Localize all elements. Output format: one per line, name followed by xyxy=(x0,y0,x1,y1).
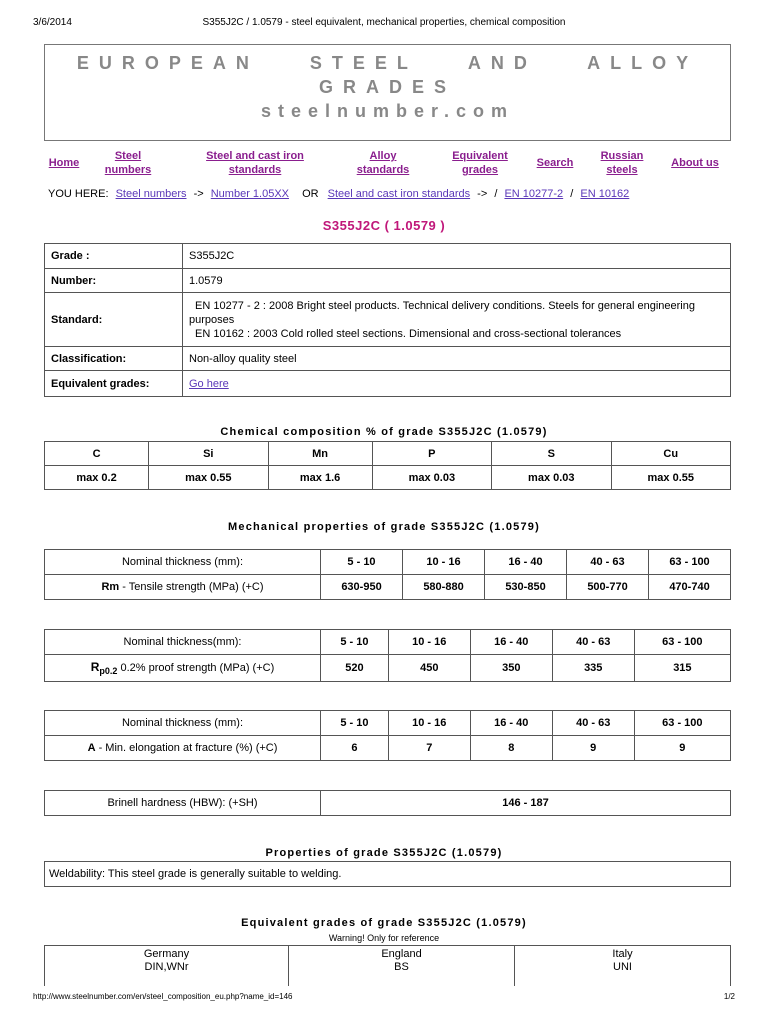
table-row xyxy=(45,655,731,682)
chem-element: S xyxy=(492,442,611,466)
equivalents-section-title: Equivalent grades of grade S355J2C (1.0579) xyxy=(241,917,527,929)
classification-value: Non-alloy quality steel xyxy=(183,347,731,371)
table-row xyxy=(45,711,731,736)
tensile-value: 470-740 xyxy=(649,575,731,600)
nav-search[interactable]: Search xyxy=(536,157,574,169)
brinell-value: 146 - 187 xyxy=(321,791,731,816)
banner-title-line1: EUROPEAN STEEL AND ALLOY xyxy=(76,53,699,73)
breadcrumb-prefix: YOU HERE: xyxy=(48,188,109,200)
print-title: S355J2C / 1.0579 - steel equivalent, mechanical properties, chemical composition xyxy=(202,17,566,28)
elongation-value: 7 xyxy=(388,736,470,761)
table-row xyxy=(45,736,731,761)
nav-steel-numbers[interactable]: Steel numbers xyxy=(104,150,152,176)
chem-element: C xyxy=(45,442,149,466)
page-title: S355J2C ( 1.0579 ) xyxy=(322,218,446,233)
chem-value: max 0.2 xyxy=(45,466,149,490)
elongation-value: 8 xyxy=(470,736,552,761)
chem-table xyxy=(44,441,731,490)
table-row xyxy=(45,791,731,816)
tensile-value: 530-850 xyxy=(485,575,567,600)
table-row xyxy=(45,630,731,655)
equiv-col-italy xyxy=(515,946,731,986)
print-date: 3/6/2014 xyxy=(33,17,72,28)
thickness-range: 10 - 16 xyxy=(388,630,470,655)
breadcrumb-arrow: -> xyxy=(477,188,488,200)
banner-title-line2: GRADES xyxy=(318,77,456,97)
nav-russian-steels[interactable]: Russian steels xyxy=(600,150,644,176)
equiv-col-germany xyxy=(45,946,289,986)
breadcrumb-steel-cast-iron[interactable]: Steel and cast iron standards xyxy=(327,188,471,200)
equiv-col-england xyxy=(289,946,515,986)
thickness-range: 63 - 100 xyxy=(634,630,730,655)
table-row xyxy=(45,269,731,293)
equiv-country: England xyxy=(381,948,422,960)
nav-home[interactable]: Home xyxy=(48,157,80,169)
thickness-header: Nominal thickness (mm): xyxy=(45,711,321,736)
table-row xyxy=(45,550,731,575)
chem-element: Si xyxy=(149,442,268,466)
equivalents-table xyxy=(44,945,731,986)
standard-en-10277-2: EN 10277 - 2 : 2008 Bright steel products. Technical delivery conditions. Steels for general engineering purposes xyxy=(189,299,695,326)
brinell-label: Brinell hardness (HBW): (+SH) xyxy=(45,791,321,816)
breadcrumb-or: OR xyxy=(302,188,319,200)
elongation-table xyxy=(44,710,731,761)
chem-value: max 0.03 xyxy=(372,466,491,490)
elongation-value: 6 xyxy=(321,736,389,761)
proof-value: 350 xyxy=(470,655,552,682)
thickness-header: Nominal thickness (mm): xyxy=(45,550,321,575)
chem-value: max 0.55 xyxy=(149,466,268,490)
thickness-range: 10 - 16 xyxy=(388,711,470,736)
thickness-range: 16 - 40 xyxy=(470,711,552,736)
nav-alloy-standards[interactable]: Alloy standards xyxy=(356,150,410,176)
grade-value: S355J2C xyxy=(183,244,731,269)
proof-description: 0.2% proof strength (MPa) (+C) xyxy=(117,661,275,674)
equivalent-grades-cell xyxy=(183,371,731,397)
equiv-standard: UNI xyxy=(613,961,632,973)
breadcrumb-slash: / xyxy=(494,188,498,200)
breadcrumb-en-10162[interactable]: EN 10162 xyxy=(580,188,630,200)
proof-strength-table xyxy=(44,629,731,682)
table-row xyxy=(45,946,731,986)
thickness-range: 16 - 40 xyxy=(470,630,552,655)
thickness-range: 63 - 100 xyxy=(634,711,730,736)
table-row xyxy=(45,442,731,466)
elongation-value: 9 xyxy=(634,736,730,761)
thickness-range: 5 - 10 xyxy=(321,550,403,575)
tensile-symbol: Rm xyxy=(101,581,120,593)
thickness-range: 40 - 63 xyxy=(552,630,634,655)
weldability-text: Weldability: This steel grade is generally suitable to welding. xyxy=(45,862,731,887)
thickness-range: 10 - 16 xyxy=(403,550,485,575)
tensile-value: 500-770 xyxy=(567,575,649,600)
equiv-country: Germany xyxy=(143,948,190,960)
nav-steel-cast-iron-standards[interactable]: Steel and cast iron standards xyxy=(206,150,304,176)
grade-info-table xyxy=(44,243,731,397)
table-row xyxy=(45,466,731,490)
standard-label: Standard: xyxy=(45,293,183,347)
equiv-standard: BS xyxy=(394,961,409,973)
table-row xyxy=(45,575,731,600)
number-label: Number: xyxy=(45,269,183,293)
elongation-label xyxy=(45,736,321,761)
chem-element: Cu xyxy=(611,442,730,466)
chem-section-title: Chemical composition % of grade S355J2C (1.0579) xyxy=(220,426,548,438)
print-url: http://www.steelnumber.com/en/steel_composition_eu.php?name_id=146 xyxy=(33,992,293,1001)
proof-value: 335 xyxy=(552,655,634,682)
thickness-range: 16 - 40 xyxy=(485,550,567,575)
equivalent-grades-label: Equivalent grades: xyxy=(45,371,183,397)
thickness-range: 63 - 100 xyxy=(649,550,731,575)
table-row xyxy=(45,347,731,371)
tensile-description: - Tensile strength (MPa) (+C) xyxy=(119,581,264,593)
thickness-range: 5 - 10 xyxy=(321,630,389,655)
equiv-country: Italy xyxy=(612,948,633,960)
tensile-value: 580-880 xyxy=(403,575,485,600)
breadcrumb-arrow: -> xyxy=(193,188,204,200)
proof-subscript: p0.2 xyxy=(99,666,118,677)
thickness-range: 40 - 63 xyxy=(552,711,634,736)
chem-element: P xyxy=(372,442,491,466)
proof-strength-label xyxy=(45,655,321,682)
tensile-strength-table xyxy=(44,549,731,600)
chem-value: max 0.55 xyxy=(611,466,730,490)
print-page-number: 1/2 xyxy=(723,992,735,1001)
elongation-description: - Min. elongation at fracture (%) (+C) xyxy=(95,742,278,754)
nav-equivalent-grades[interactable]: Equivalent grades xyxy=(452,150,508,176)
breadcrumb xyxy=(48,188,633,200)
proof-value: 315 xyxy=(634,655,730,682)
proof-value: 520 xyxy=(321,655,389,682)
equiv-standard: DIN,WNr xyxy=(144,961,189,973)
mech-section-title: Mechanical properties of grade S355J2C (1.0579) xyxy=(228,521,540,533)
thickness-range: 5 - 10 xyxy=(321,711,389,736)
table-row xyxy=(45,371,731,397)
grade-label: Grade : xyxy=(45,244,183,269)
classification-label: Classification: xyxy=(45,347,183,371)
equivalent-grades-link[interactable]: Go here xyxy=(189,377,229,390)
standard-value xyxy=(183,293,731,347)
breadcrumb-number-group[interactable]: Number 1.05XX xyxy=(210,188,289,200)
properties-section-title: Properties of grade S355J2C (1.0579) xyxy=(265,847,503,859)
thickness-range: 40 - 63 xyxy=(567,550,649,575)
chem-element: Mn xyxy=(268,442,372,466)
chem-value: max 1.6 xyxy=(268,466,372,490)
breadcrumb-en-10277-2[interactable]: EN 10277-2 xyxy=(504,188,564,200)
number-value: 1.0579 xyxy=(183,269,731,293)
site-banner xyxy=(44,44,731,141)
elongation-value: 9 xyxy=(552,736,634,761)
reference-warning: Warning! Only for reference xyxy=(328,933,440,943)
table-row xyxy=(45,244,731,269)
tensile-value: 630-950 xyxy=(321,575,403,600)
proof-value: 450 xyxy=(388,655,470,682)
proof-symbol: R xyxy=(90,659,100,674)
banner-site-name: steelnumber.com xyxy=(260,101,515,121)
standard-en-10162: EN 10162 : 2003 Cold rolled steel sections. Dimensional and cross-sectional tolerances xyxy=(195,327,622,340)
nav-about-us[interactable]: About us xyxy=(671,157,719,169)
table-row xyxy=(45,862,731,887)
breadcrumb-steel-numbers[interactable]: Steel numbers xyxy=(115,188,187,200)
chem-value: max 0.03 xyxy=(492,466,611,490)
properties-table xyxy=(44,861,731,887)
brinell-table xyxy=(44,790,731,816)
table-row xyxy=(45,293,731,347)
tensile-strength-label xyxy=(45,575,321,600)
main-nav xyxy=(44,148,731,182)
print-header xyxy=(33,17,735,31)
thickness-header: Nominal thickness(mm): xyxy=(45,630,321,655)
breadcrumb-slash: / xyxy=(570,188,574,200)
elongation-symbol: A xyxy=(87,742,96,754)
